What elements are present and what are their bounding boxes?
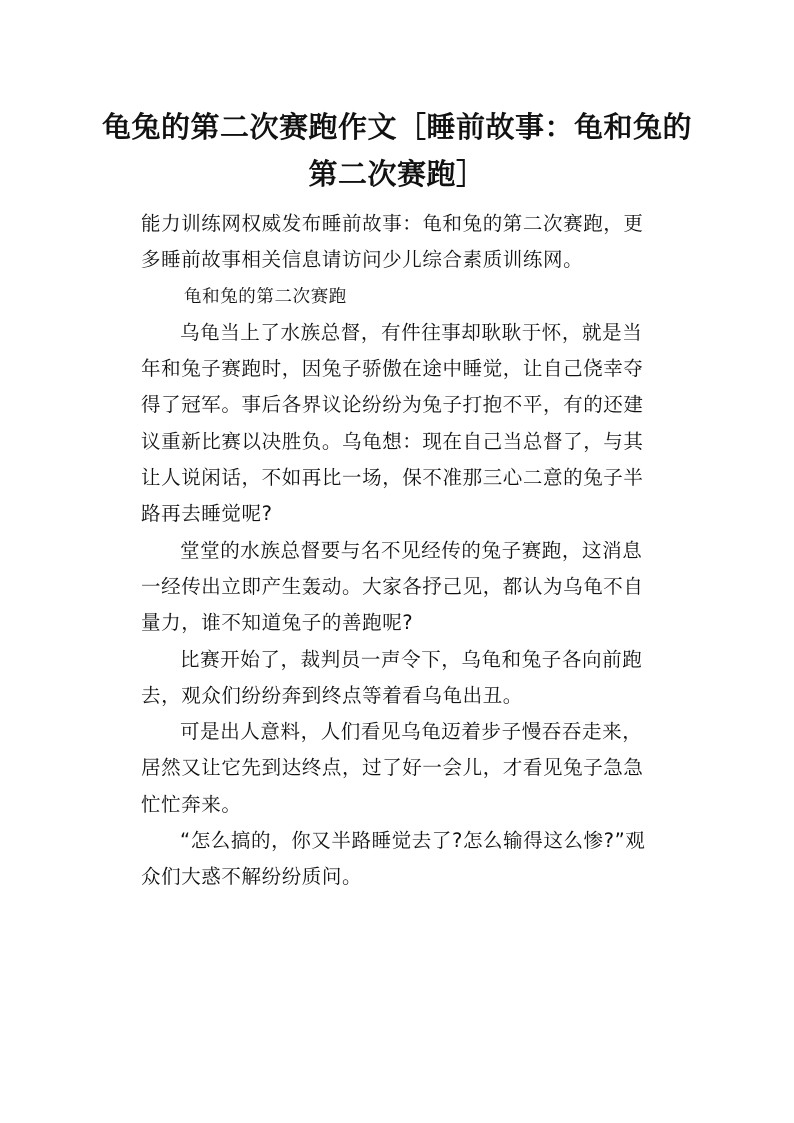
story-paragraph: 堂堂的水族总督要与名不见经传的兔子赛跑，这消息一经传出立即产生轰动。大家各抒己见，都认为乌龟不自量力，谁不知道兔子的善跑呢? bbox=[141, 538, 644, 635]
story-paragraph: 可是出人意料，人们看见乌龟迈着步子慢吞吞走来，居然又让它先到达终点，过了好一会儿，才看见兔子急急忙忙奔来。 bbox=[141, 720, 644, 816]
story-paragraph: 比赛开始了，裁判员一声令下，乌龟和兔子各向前跑去，观众们纷纷奔到终点等着看乌龟出丑。 bbox=[141, 647, 643, 707]
story-subtitle: 龟和兔的第二次赛跑 bbox=[184, 286, 347, 307]
story-paragraph: 乌龟当上了水族总督，有件往事却耿耿于怀，就是当年和兔子赛跑时，因兔子骄傲在途中睡觉，让自己侥幸夺得了冠军。事后各界议论纷纷为兔子打抱不平，有的还建议重新比赛以决胜负。乌龟想：现在自己当总督了，与其让人说闲话，不如再比一场，保不准那三心二意的兔子半路再去睡觉呢? bbox=[141, 320, 644, 526]
page-title: 龟兔的第二次赛跑作文［睡前故事：龟和兔的第二次赛跑］ bbox=[101, 110, 692, 191]
intro-paragraph: 能力训练网权威发布睡前故事：龟和兔的第二次赛跑，更多睡前故事相关信息请访问少儿综合素质训练网。 bbox=[141, 212, 644, 272]
story-paragraph: “怎么搞的，你又半路睡觉去了?怎么输得这么惨?”观众们大惑不解纷纷质问。 bbox=[141, 829, 646, 889]
article-body bbox=[141, 206, 661, 896]
